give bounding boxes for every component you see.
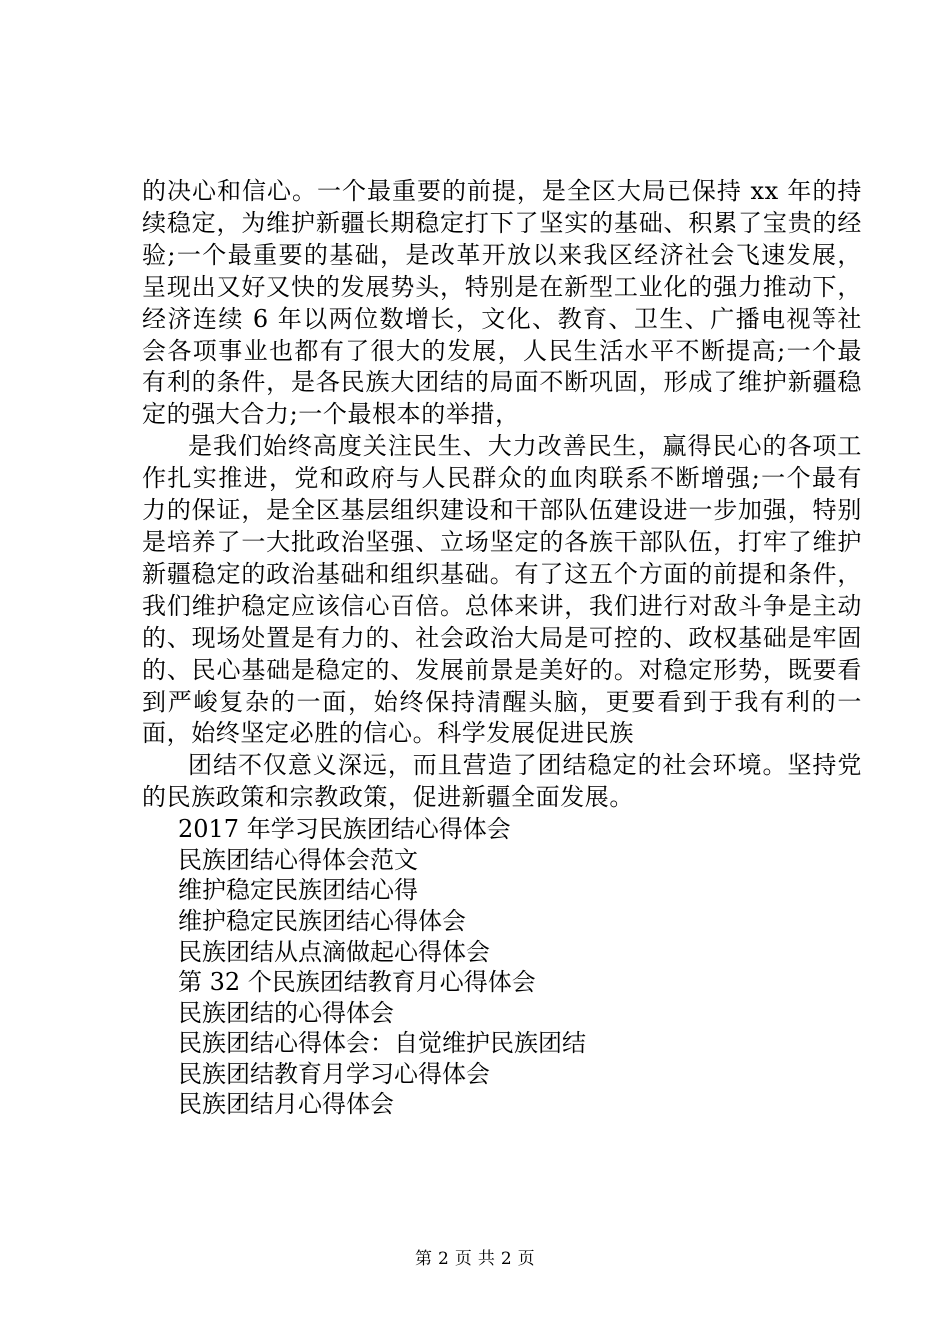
list-item: 民族团结教育月学习心得体会 xyxy=(178,1059,490,1088)
list-item: 民族团结月心得体会 xyxy=(178,1090,394,1119)
paragraph-3: 团结不仅意义深远，而且营造了团结稳定的社会环境。坚持党的民族政策和宗教政策，促进新疆全面发展。 xyxy=(142,751,862,812)
list-item: 维护稳定民族团结心得 xyxy=(178,876,418,905)
document-body xyxy=(142,176,862,1120)
paragraph-2: 是我们始终高度关注民生、大力改善民生，赢得民心的各项工作扎实推进，党和政府与人民群众的血肉联系不断增强;一个最有力的保证，是全区基层组织建设和干部队伍建设进一步加强，特别是培养了一大批政治坚强、立场坚定的各族干部队伍，打牢了维护新疆稳定的政治基础和组织基础。有了这五个方面的前提和条件，我们维护稳定应该信心百倍。总体来讲，我们进行对敌斗争是主动的、现场处置是有力的、社会政治大局是可控的、政权基础是牢固的、民心基础是稳定的、发展前景是美好的。对稳定形势，既要看到严峻复杂的一面，始终保持清醒头脑，更要看到于我有利的一面，始终坚定必胜的信心。科学发展促进民族 xyxy=(142,432,862,748)
list-item: 2017 年学习民族团结心得体会 xyxy=(178,815,511,844)
page-footer: 第 2 页 共 2 页 xyxy=(415,1249,535,1269)
list-item: 民族团结从点滴做起心得体会 xyxy=(178,937,490,966)
list-item: 民族团结的心得体会 xyxy=(178,998,394,1027)
list-item: 第 32 个民族团结教育月心得体会 xyxy=(178,968,536,997)
list-item: 民族团结心得体会范文 xyxy=(178,845,418,874)
paragraph-1: 的决心和信心。一个最重要的前提，是全区大局已保持 xx 年的持续稳定，为维护新疆长期稳定打下了坚实的基础、积累了宝贵的经验;一个最重要的基础，是改革开放以来我区经济社会飞速发展，呈现出又好又快的发展势头，特别是在新型工业化的强力推动下，经济连续 6 年以两位数增长，文化、教育、卫生、广播电视等社会各项事业也都有了很大的发展，人民生活水平不断提高;一个最有利的条件，是各民族大团结的局面不断巩固，形成了维护新疆稳定的强大合力;一个最根本的举措， xyxy=(142,177,862,429)
list-item: 维护稳定民族团结心得体会 xyxy=(178,906,466,935)
related-articles-list xyxy=(142,814,862,1120)
list-item: 民族团结心得体会：自觉维护民族团结 xyxy=(178,1029,586,1058)
